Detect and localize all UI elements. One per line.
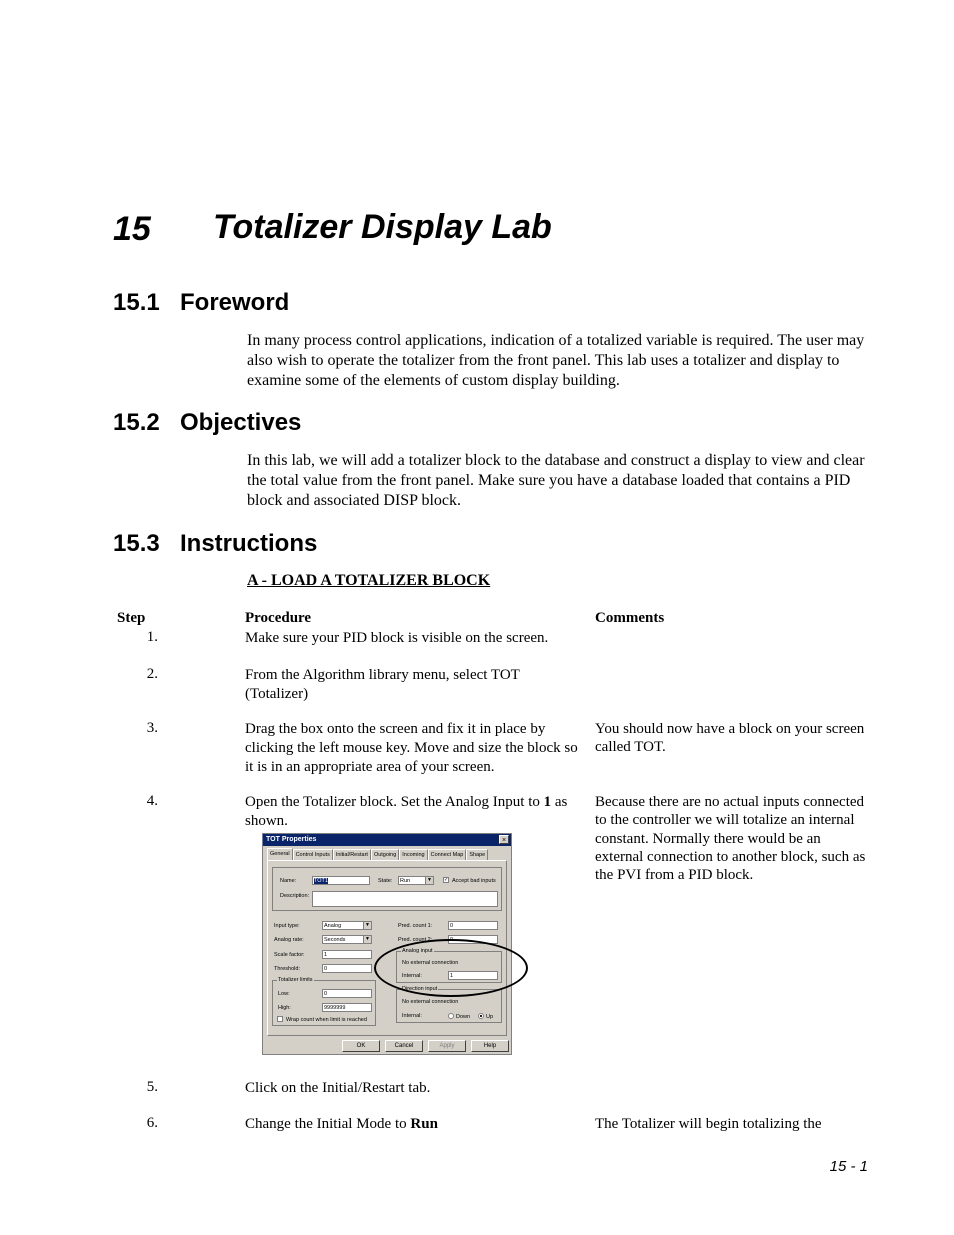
pred-count-1-input[interactable]: 0 <box>448 921 498 930</box>
section-number-objectives: 15.2 <box>113 409 160 436</box>
threshold-label: Threshold: <box>274 966 300 972</box>
section-title-instructions: Instructions <box>180 530 318 557</box>
help-button[interactable]: Help <box>471 1040 509 1052</box>
tab-incoming[interactable]: Incoming <box>399 849 427 860</box>
down-radio[interactable] <box>448 1013 454 1019</box>
procedure-bold-value: 1 <box>543 794 552 810</box>
wrap-count-label: Wrap count when limit is reached <box>286 1017 367 1023</box>
input-type-value: Analog <box>324 923 342 929</box>
comment-text: Because there are no actual inputs connected to the controller we will totalize an internal constant. Normally there would be an external connection to another block, such as the PVI from a PID block. <box>595 794 866 884</box>
state-label: State: <box>378 878 393 884</box>
pred-count-2-label: Pred. count 2: <box>398 937 433 943</box>
accept-bad-inputs-checkbox[interactable]: ✓ <box>444 877 449 883</box>
column-header-comments: Comments <box>595 610 665 626</box>
objectives-paragraph: In this lab, we will add a totalizer block to the database and construct a display to view and clear the total value from the front panel. Make sure you have a database loaded that contains a PID block and associated DISP block. <box>247 452 865 509</box>
step-number: 6. <box>146 1115 158 1131</box>
name-value: TOT1 <box>314 878 328 884</box>
chapter-number: 15 <box>113 210 151 248</box>
section-number-foreword: 15.1 <box>113 289 160 316</box>
description-input[interactable] <box>312 891 498 907</box>
accept-bad-inputs-label: Accept bad inputs <box>452 878 496 884</box>
tab-shape[interactable]: Shape <box>466 849 488 860</box>
step-number: 5. <box>146 1079 158 1095</box>
tab-control-inputs[interactable]: Control Inputs <box>293 849 333 860</box>
comment-text: You should now have a block on your screen called TOT. <box>595 721 865 756</box>
section-title-objectives: Objectives <box>180 409 302 436</box>
procedure-text <box>245 1115 583 1134</box>
tab-general[interactable]: General <box>267 848 293 860</box>
high-label: High: <box>278 1005 291 1011</box>
procedure-text: From the Algorithm library menu, select TOT (Totalizer) <box>245 667 520 702</box>
input-type-select[interactable] <box>322 921 372 930</box>
procedure-text <box>245 793 583 831</box>
analog-rate-value: Seconds <box>324 937 346 943</box>
scale-factor-label: Scale factor: <box>274 952 305 958</box>
low-input[interactable]: 0 <box>322 989 372 998</box>
tab-connect-map[interactable]: Connect Map <box>428 849 467 860</box>
scale-factor-input[interactable]: 1 <box>322 950 372 959</box>
pred-count-2-input[interactable]: 0 <box>448 935 498 944</box>
state-select[interactable] <box>398 876 434 885</box>
no-external-connection-label: No external connection <box>402 960 459 966</box>
analog-internal-input[interactable]: 1 <box>448 971 498 980</box>
procedure-text: Drag the box onto the screen and fix it in place by clicking the left mouse key. Move and size the block so it is in an appropriate area of your screen. <box>245 721 578 775</box>
threshold-input[interactable]: 0 <box>322 964 372 973</box>
chevron-down-icon: ▼ <box>425 877 433 884</box>
section-title-foreword: Foreword <box>180 289 290 316</box>
wrap-count-checkbox[interactable] <box>277 1016 283 1022</box>
up-radio[interactable] <box>478 1013 484 1019</box>
step-number: 4. <box>146 793 158 809</box>
totalizer-limits-title: Totalizer limits <box>278 977 313 983</box>
analog-input-title: Analog input <box>402 948 433 954</box>
close-icon[interactable]: × <box>499 835 509 844</box>
cancel-button[interactable]: Cancel <box>385 1040 423 1052</box>
pred-count-1-label: Pred. count 1: <box>398 923 433 929</box>
internal-label: Internal: <box>402 973 422 979</box>
subheading: A - LOAD A TOTALIZER BLOCK <box>247 572 491 589</box>
procedure-text-part: as shown. <box>245 794 568 829</box>
direction-internal-label: Internal: <box>402 1013 422 1019</box>
direction-input-title: Direction input <box>402 986 438 992</box>
state-value: Run <box>400 878 411 884</box>
tab-initial-restart[interactable]: Initial/Restart <box>333 849 371 860</box>
procedure-text-part: Change the Initial Mode to <box>245 1116 411 1132</box>
step-number: 1. <box>146 629 158 645</box>
chevron-down-icon: ▼ <box>363 936 371 943</box>
procedure-bold-value: Run <box>410 1116 438 1132</box>
dialog-title: TOT Properties <box>263 834 511 846</box>
name-label: Name: <box>280 878 297 884</box>
name-input[interactable] <box>312 876 370 885</box>
page-number: 15 - 1 <box>829 1158 868 1175</box>
apply-button[interactable]: Apply <box>428 1040 466 1052</box>
low-label: Low: <box>278 991 290 997</box>
procedure-text: Make sure your PID block is visible on the screen. <box>245 630 549 646</box>
section-number-instructions: 15.3 <box>113 530 160 557</box>
procedure-text: Click on the Initial/Restart tab. <box>245 1080 431 1096</box>
step-number: 3. <box>146 720 158 736</box>
column-header-step: Step <box>117 610 146 626</box>
procedure-text-part: Open the Totalizer block. Set the Analog Input to <box>245 794 544 810</box>
chevron-down-icon: ▼ <box>363 922 371 929</box>
step-number: 2. <box>146 666 158 682</box>
input-type-label: Input type: <box>274 923 300 929</box>
description-label: Description: <box>280 893 310 899</box>
tab-outgoing[interactable]: Outgoing <box>371 849 399 860</box>
analog-rate-select[interactable] <box>322 935 372 944</box>
chapter-title: Totalizer Display Lab <box>213 208 552 246</box>
high-input[interactable]: 9999999 <box>322 1003 372 1012</box>
no-external-connection-label: No external connection <box>402 999 459 1005</box>
dialog-tabs <box>267 849 488 860</box>
comment-text: The Totalizer will begin totalizing the <box>595 1116 822 1132</box>
foreword-paragraph: In many process control applications, indication of a totalized variable is required. The user may also wish to operate the totalizer from the front panel. This lab uses a totalizer and display to examine some of the elements of custom display building. <box>247 332 865 389</box>
down-label: Down <box>456 1014 471 1020</box>
ok-button[interactable]: OK <box>342 1040 380 1052</box>
up-label: Up <box>486 1014 494 1020</box>
highlight-ellipse <box>374 939 528 997</box>
analog-rate-label: Analog rate: <box>274 937 304 943</box>
column-header-procedure: Procedure <box>245 610 312 626</box>
